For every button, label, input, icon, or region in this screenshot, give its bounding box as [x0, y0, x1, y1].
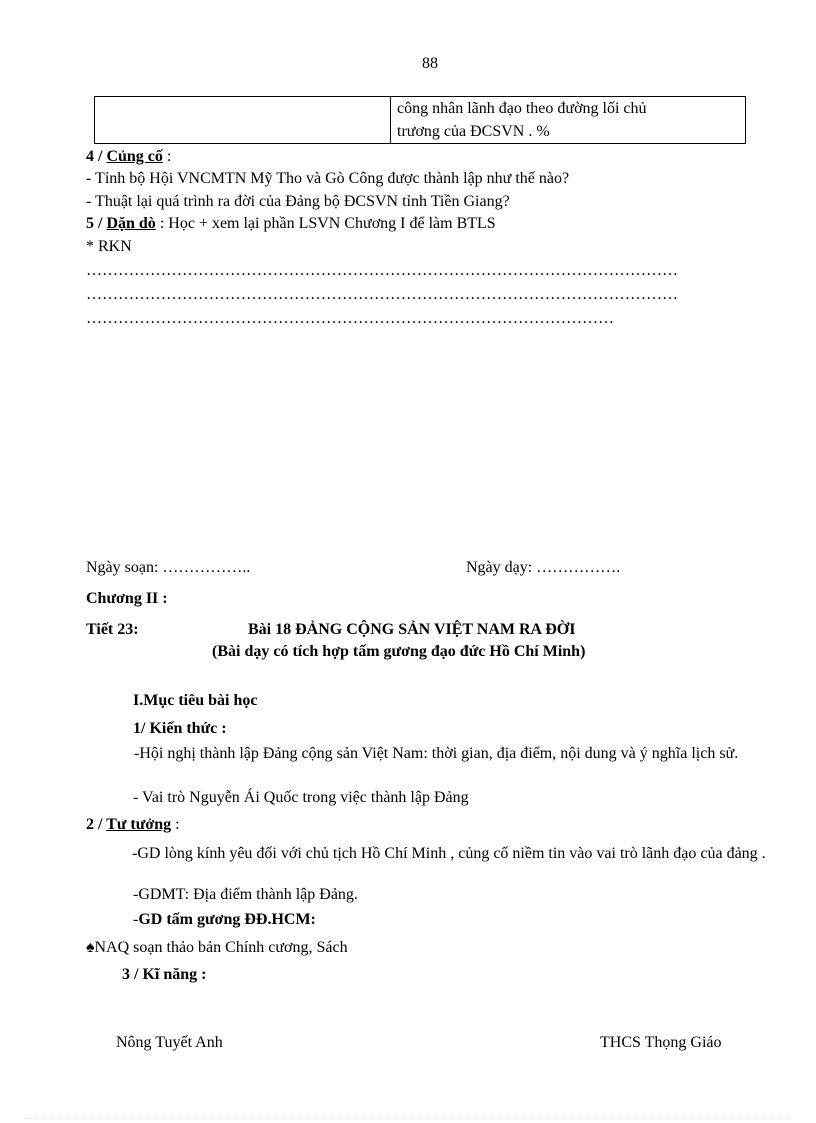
- objectives-heading: I.Mục tiêu bài học: [133, 692, 258, 709]
- lesson-title: Bài 18 ĐẢNG CỘNG SẢN VIỆT NAM RA ĐỜI: [248, 621, 576, 638]
- dotted-line-1: …………………………………………………………………………………………………: [86, 262, 678, 279]
- table-cell-right: [391, 97, 746, 144]
- chapter-label: Chương II :: [86, 590, 168, 607]
- page-bottom-divider: [24, 1118, 792, 1119]
- page-number: 88: [422, 55, 438, 72]
- skills-heading: 3 / Kĩ năng :: [122, 966, 207, 983]
- dotted-line-3: ………………………………………………………………………………………: [86, 310, 614, 327]
- table-cell-left: [95, 97, 391, 144]
- date-taught: Ngày dạy: …………….: [466, 559, 621, 576]
- question-2: - Thuật lại quá trình ra đời của Đảng bộ ĐCSVN tỉnh Tiền Giang?: [86, 193, 510, 210]
- question-1: - Tỉnh bộ Hội VNCMTN Mỹ Tho và Gò Công được thành lập như thế nào?: [86, 170, 570, 187]
- content-table: [94, 96, 746, 144]
- footer-author: Nông Tuyết Anh: [116, 1034, 223, 1051]
- knowledge-point-2: - Vai trò Nguyễn Ái Quốc trong việc thành lập Đảng: [133, 789, 469, 806]
- footer-school: THCS Thọng Giáo: [600, 1034, 722, 1051]
- thought-heading: 2 / Tư tưởng :: [86, 816, 180, 833]
- table-line-1: công nhân lãnh đạo theo đường lối chủ: [397, 100, 647, 117]
- thought-point-1: -GD lòng kính yêu đối với chủ tịch Hồ Chí Minh , củng cố niềm tin vào vai trò lãnh đạo của đảng .: [132, 845, 766, 862]
- naq-line: ♠NAQ soạn thảo bản Chính cương, Sách: [86, 939, 348, 956]
- rkn-label: * RKN: [86, 238, 132, 255]
- knowledge-point-1: -Hội nghị thành lập Đảng cộng sản Việt Nam: thời gian, địa điểm, nội dung và ý nghĩa lịch sử.: [134, 745, 739, 762]
- dotted-line-2: …………………………………………………………………………………………………: [86, 286, 678, 303]
- section-5: 5 / Dặn dò : Học + xem lại phần LSVN Chương I để làm BTLS: [86, 215, 496, 232]
- knowledge-heading: 1/ Kiến thức :: [133, 720, 227, 737]
- date-prepared: Ngày soạn: ……………..: [86, 559, 251, 576]
- period-label: Tiết 23:: [86, 621, 139, 638]
- table-line-2: trương của ĐCSVN . %: [397, 123, 550, 140]
- lesson-subtitle: (Bài dạy có tích hợp tấm gương đạo đức Hồ Chí Minh): [212, 643, 586, 660]
- section-4-heading: 4 / Củng cố :: [86, 148, 172, 165]
- thought-point-2: -GDMT: Địa điểm thành lập Đảng.: [133, 886, 358, 903]
- thought-point-3: -GD tấm gương ĐĐ.HCM:: [133, 911, 316, 928]
